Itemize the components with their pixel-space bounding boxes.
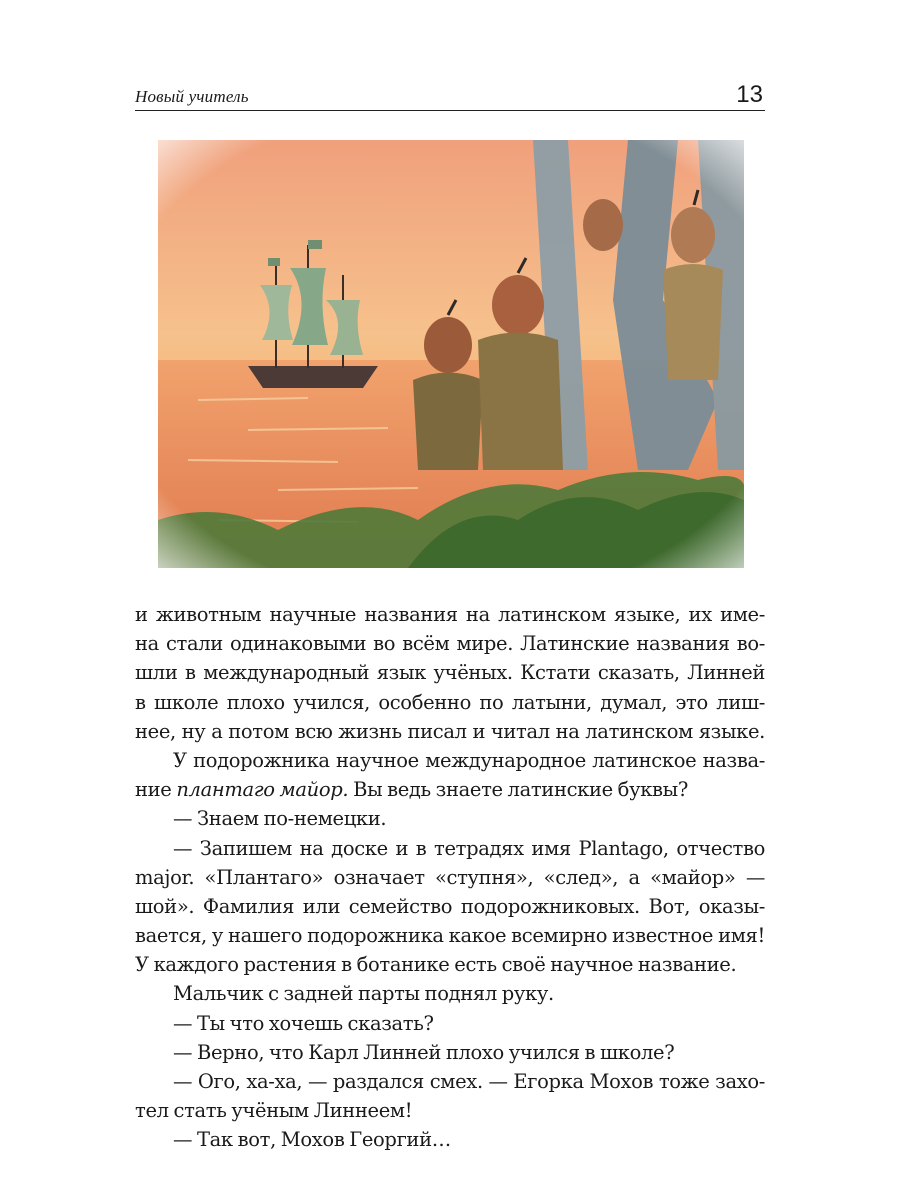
italic-phrase: плантаго майор. bbox=[176, 778, 349, 802]
text-line: вается, у нашего подорожника какое всемирно известное имя! bbox=[135, 924, 765, 948]
text-line: У каждого растения в ботанике есть своё научное название. bbox=[135, 953, 737, 977]
watercolor-illustration bbox=[158, 140, 744, 568]
text-line: шой». Фамилия или семейство подорожниковых. Вот, оказы- bbox=[135, 894, 765, 918]
text-line: на стали одинаковыми во всём мире. Латинские названия во- bbox=[135, 632, 765, 656]
text-line: — Так вот, Мохов Георгий… bbox=[173, 1128, 451, 1152]
illustration-ship-and-natives bbox=[158, 140, 744, 568]
text-line: — Запишем на доске и в тетрадях имя Plantago, отчество bbox=[173, 836, 765, 860]
text-line: Мальчик с задней парты поднял руку. bbox=[173, 982, 554, 1006]
body-text bbox=[135, 600, 765, 1155]
running-header bbox=[135, 81, 765, 111]
text-run: Вы ведь знаете латинские буквы? bbox=[348, 778, 688, 802]
text-line: — Ого, ха-ха, — раздался смех. — Егорка Мохов тоже захо- bbox=[173, 1070, 765, 1093]
text-line bbox=[135, 775, 765, 804]
text-line: — Знаем по-немецки. bbox=[173, 807, 387, 831]
text-line: в школе плохо учился, особенно по латыни, думал, это лиш- bbox=[135, 690, 765, 714]
text-line: шли в международный язык учёных. Кстати сказать, Линней bbox=[135, 661, 765, 685]
text-line: и животным научные названия на латинском языке, их име- bbox=[135, 603, 765, 626]
text-line: major. «Плантаго» означает «ступня», «след», а «майор» — bbox=[135, 865, 765, 889]
running-title: Новый учитель bbox=[135, 87, 249, 106]
text-line: тел стать учёным Линнеем! bbox=[135, 1099, 413, 1123]
text-run: ние bbox=[135, 778, 177, 802]
text-line: нее, ну а потом всю жизнь писал и читал на латинском языке. bbox=[135, 719, 765, 743]
text-line: У подорожника научное международное латинское назва- bbox=[173, 748, 765, 772]
text-line: — Верно, что Карл Линней плохо учился в школе? bbox=[173, 1040, 675, 1064]
text-line: — Ты что хочешь сказать? bbox=[173, 1011, 434, 1035]
page-number: 13 bbox=[736, 81, 763, 108]
